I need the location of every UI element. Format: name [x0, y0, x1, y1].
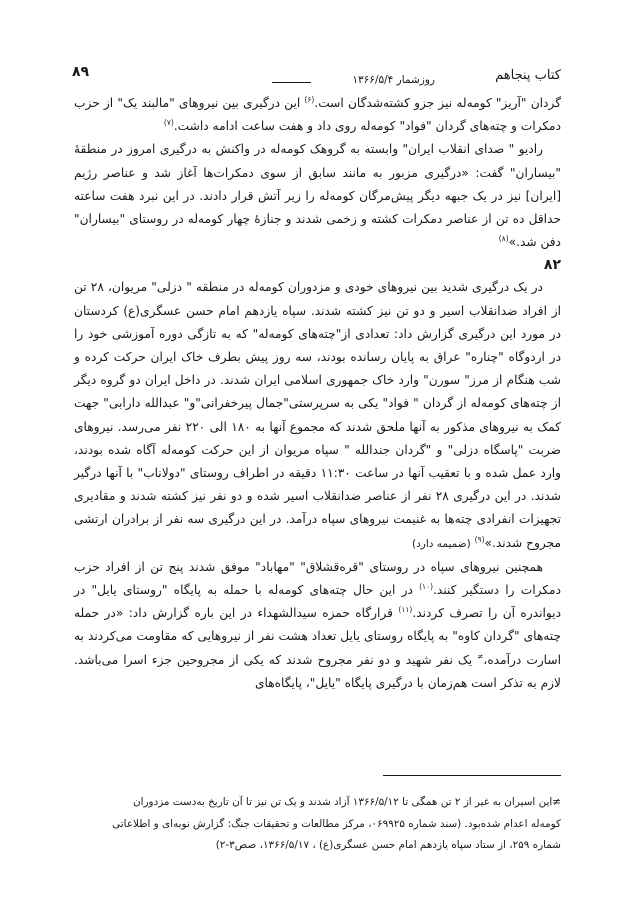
paragraph-text: در این حال چته‌های کومه‌له با حمله به پایگاه "روستای یایل" در دیواندره آن را تصرف کردند.	[74, 583, 561, 621]
footnote-line: ≠این اسیران به غیر از ۲ تن همگی تا ۱۳۶۶/۵/۱۲ آزاد شدند و یک تن نیز تا آن تاریخ به‌دست مزدوران	[133, 796, 561, 808]
footnote-ref: (۱۱)	[398, 605, 413, 615]
page-number: ۸۹	[72, 64, 90, 80]
header-divider	[272, 82, 311, 83]
paragraph-dezli-clash	[74, 276, 561, 555]
page-body	[74, 92, 561, 695]
footnote-ref: (۱۰)	[419, 582, 434, 591]
footnote-marker: ≠	[552, 796, 561, 808]
paragraph-text: این درگیری بین نیروهای "مالبند یک" از حزب دمکرات و چته‌های گردان "فواد" کومه‌له روی داد و هفت ساعت ادامه داشت.	[74, 96, 561, 134]
paragraph-text: یک نفر شهید و دو نفر مجروح شدند که یکی از مجروحین جزء اسرا می‌باشد. لازم به تذکر است هم‌زمان با درگیری پایگاه "یایل"، پایگاه‌های	[74, 652, 561, 690]
footnote-line: کومه‌له اعدام شده‌بود. (سند شماره ۰۶۹۹۲۵، مرکز مطالعات و تحقیقات جنگ: گزارش نوبه‌ای و اطلاعاتی	[112, 817, 561, 830]
footnote-divider	[383, 775, 561, 776]
page-header	[72, 64, 561, 88]
paragraph-text: قرارگاه حمزه سیدالشهداء در این باره گزارش داد: «در حمله چته‌های "گردان کاوه" به پایگاه روستای یایل تعداد هشت نفر از نیروهایی که مقاومت می‌کردند به اسارت درآمده،	[74, 606, 561, 667]
diary-date: روزشمار ۱۳۶۶/۵/۴	[346, 74, 441, 86]
footnote-star-ref: ≠	[477, 651, 484, 661]
footnote-ref: (۸)	[498, 234, 509, 244]
paragraph-text: گردان "آریز" کومه‌له نیز جزو کشته‌شدگان است.	[314, 96, 561, 110]
paragraph-text: رادیو " صدای انقلاب ایران" وابسته به گروهک کومه‌له در واکنش به درگیری امروز در منطقهٔ "بیساران" گفت: «درگیری مزبور به مانند سابق از سوی دمکرات‌ها آغاز شد و عناصر رژیم [ایران] نیز در یک جبهه دیگر پیش‌مرگان کومه‌له را زیر آتش قرار دادند. در این نبرد هفت ساعته حداقل ده تن از عناصر دمکرات کشته و زخمی شدند و جنازهٔ چهار کومه‌له در روستای "بیساران" دفن شد.»	[74, 142, 561, 250]
paragraph-radio-report	[74, 138, 561, 254]
book-title: کتاب پنجاهم	[495, 68, 561, 83]
footnote-line: شماره ۲۵۹، از ستاد سپاه یازدهم امام حسن عسگری(ع) ، ۱۳۶۶/۵/۱۷، صص۳-۲)	[215, 839, 561, 851]
footnote	[74, 792, 561, 857]
section-number: ۸۲	[543, 257, 561, 274]
footnote-ref: (۷)	[163, 118, 174, 128]
paragraph-text: در یک درگیری شدید بین نیروهای خودی و مزدوران کومه‌له در منطقه " دزلی" مریوان، ۲۸ تن از افراد ضدانقلاب اسیر و دو تن نیز کشته شدند. سپاه یازدهم امام حسن عسگری(ع) کردستان در مورد این درگیری گزارش داد: تعدادی از"چته‌های کومه‌له" که به تازگی دوره آموزشی خود را در اردوگاه "چناره" عراق به پایان رسانده بودند، سه روز پیش بطرف خاک ایران حرکت کرده و شب هنگام از مرز" سورن" وارد خاک جمهوری اسلامی ایران شدند. در داخل ایران دو گروه دیگر از چته‌های کومه‌له از گردان " فواد" یکی به سرپرستی"جمال پیرخفرانی"و" عبدالله دارابی" جهت کمک به نیروهای مذکور به آنها ملحق شدند که مجموع آنها به ۱۸۰ الی ۲۲۰ نفر می‌رسد. نیروهای ضربت "پاسگاه دزلی" و "گردان جندالله " سپاه مریوان از این حرکت کومه‌له آگاه شده بودند، وارد عمل شده و با تعقیب آنها در ساعت ۱۱:۳۰ دقیقه در اطراف روستای "دولاناب" با آنها درگیر شدند. در این درگیری ۲۸ نفر از عناصر ضدانقلاب اسیر شده و دو نفر نیز کشته شدند و مقادیری تجهیزات انفرادی چته‌ها به غنیمت نیروهای سپاه درآمد. در این درگیری سه نفر از برادران ارتشی مجروح شدند.»	[74, 280, 561, 550]
attachment-note: (ضمیمه دارد)	[412, 537, 471, 550]
footnote-ref: (۶)	[304, 94, 315, 104]
paragraph-yayel-attack	[74, 556, 561, 695]
footnote-ref: (۹)	[474, 534, 485, 544]
paragraph-text: همچنین نیروهای سپاه در روستای "قره‌قشلاق" "مهاباد" موفق شدند پنج تن از افراد حزب دمکرات را دستگیر کنند.	[74, 559, 561, 598]
paragraph-continuation	[74, 92, 561, 138]
